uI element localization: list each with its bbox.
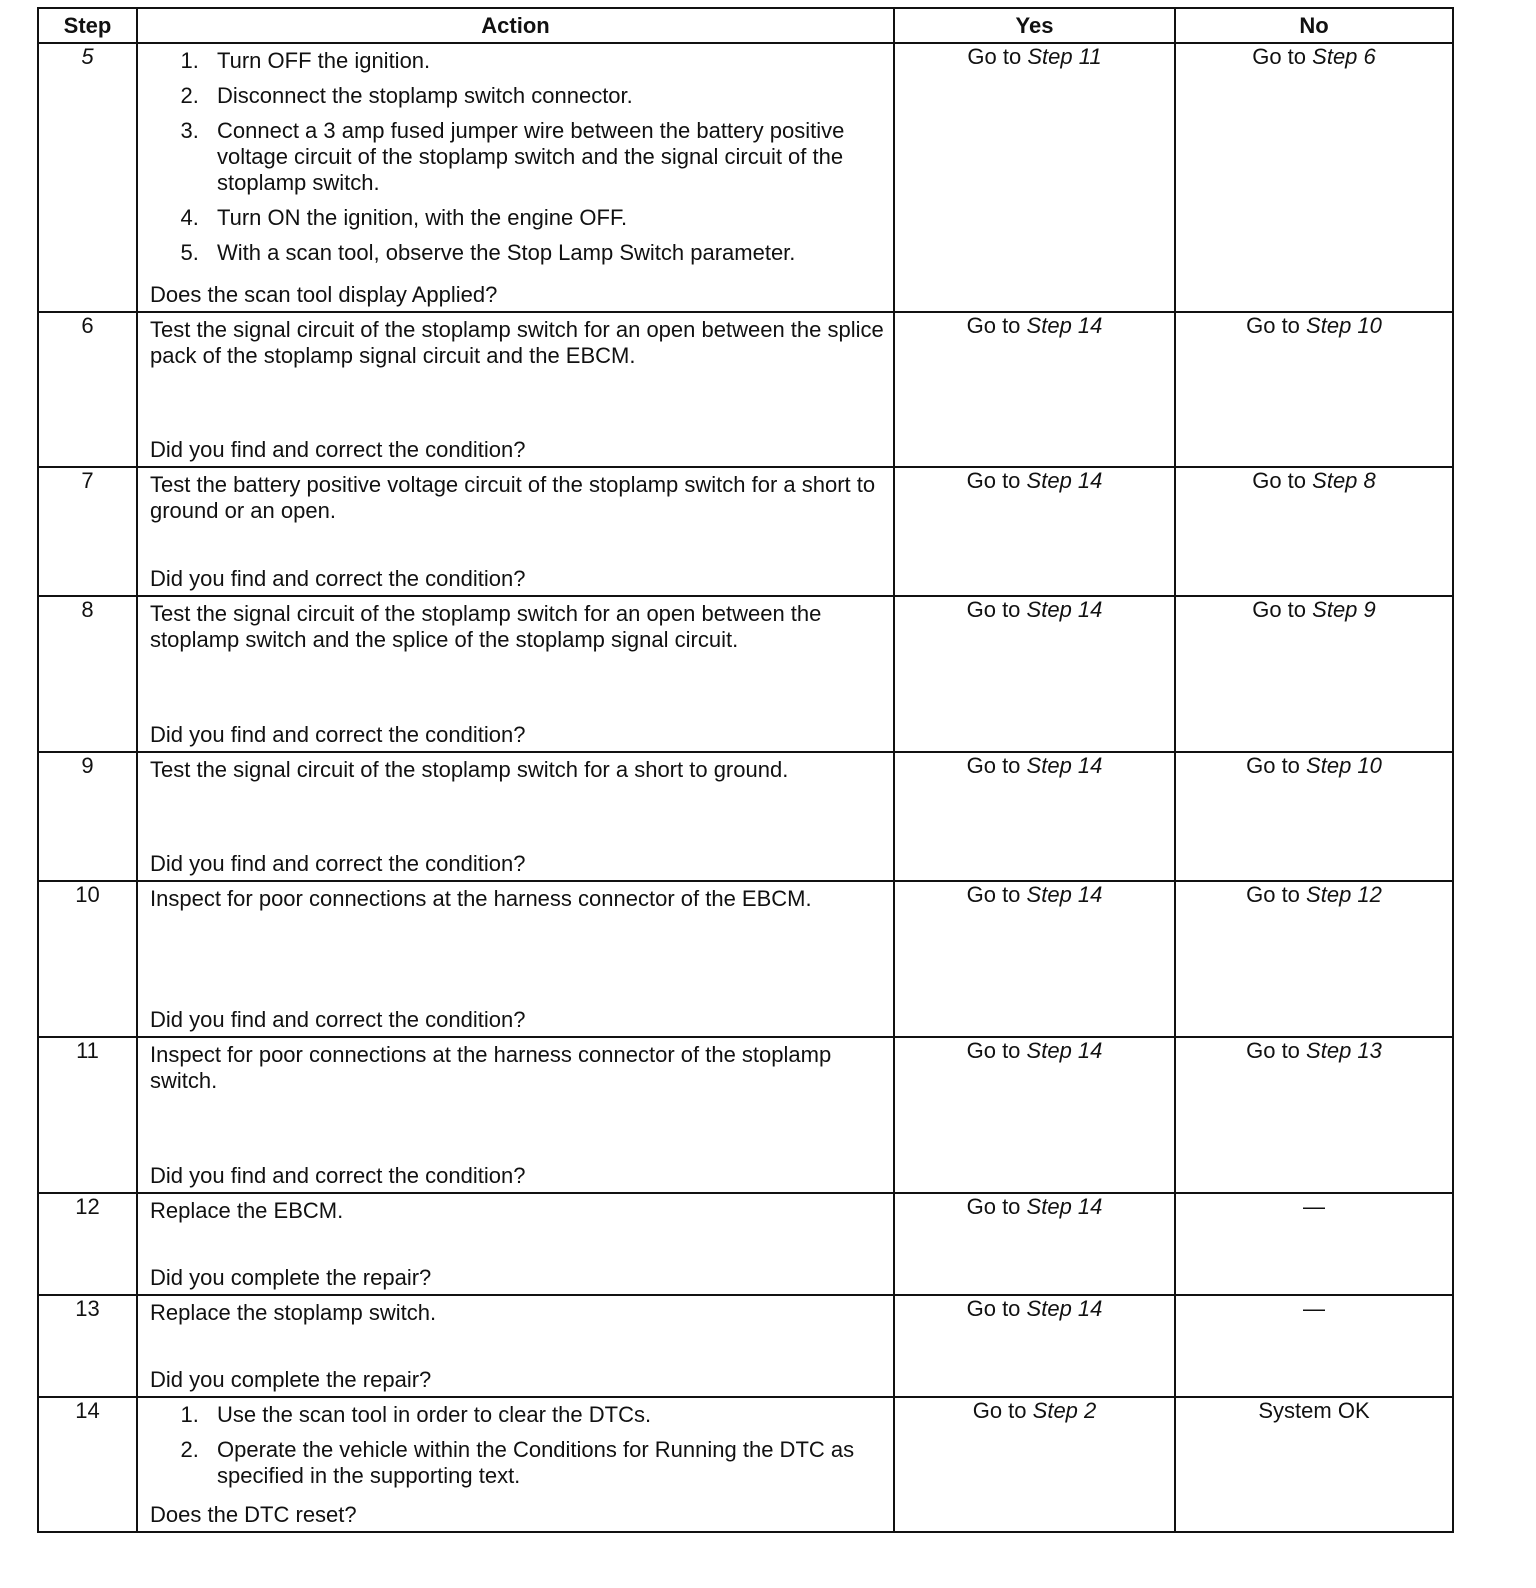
- table-row: [38, 1193, 1453, 1295]
- action-question: Did you complete the repair?: [150, 1265, 432, 1290]
- action-steps: [150, 48, 885, 275]
- goto-step: Step 14: [1026, 1038, 1103, 1063]
- action-step: 2. Operate the vehicle within the Conditions for Running the DTC as specified in the supporting text.: [205, 1437, 885, 1489]
- action-step: 3. Connect a 3 amp fused jumper wire between the battery positive voltage circuit of the stoplamp switch and the signal circuit of the stoplamp switch.: [205, 118, 885, 196]
- goto-step: Step 8: [1312, 468, 1376, 493]
- goto-prefix: Go to: [1246, 753, 1300, 778]
- action-cell: [137, 467, 894, 596]
- goto-prefix: Go to: [966, 313, 1021, 338]
- action-steps: [150, 1402, 885, 1498]
- action-step: 5. With a scan tool, observe the Stop Lamp Switch parameter.: [205, 240, 885, 266]
- step-number: 12: [38, 1193, 137, 1295]
- step-number: 7: [38, 467, 137, 596]
- goto-prefix: Go to: [966, 1296, 1021, 1321]
- action-step: 1. Use the scan tool in order to clear the DTCs.: [205, 1402, 885, 1428]
- action-step: 2. Disconnect the stoplamp switch connector.: [205, 83, 885, 109]
- table-row: [38, 1295, 1453, 1397]
- goto-prefix: Go to: [972, 1398, 1027, 1423]
- table-row: [38, 881, 1453, 1037]
- yes-result: [894, 467, 1175, 596]
- diagnostic-table: [37, 7, 1454, 1533]
- action-cell: [137, 43, 894, 312]
- action-question: Did you complete the repair?: [150, 1367, 432, 1392]
- action-cell: [137, 752, 894, 881]
- action-cell: [137, 1193, 894, 1295]
- header-no: No: [1175, 8, 1453, 43]
- table-row: [38, 467, 1453, 596]
- action-cell: [137, 1397, 894, 1532]
- yes-result: [894, 1397, 1175, 1532]
- yes-result: [894, 881, 1175, 1037]
- goto-prefix: Go to: [967, 44, 1022, 69]
- goto-step: Step 12: [1306, 882, 1382, 907]
- no-result-text: System OK: [1175, 1397, 1453, 1532]
- action-text: Test the signal circuit of the stoplamp switch for an open between the stoplamp switch and the splice of the stoplamp signal circuit.: [150, 601, 822, 652]
- table-row: [38, 752, 1453, 881]
- no-result: [1175, 881, 1453, 1037]
- step-number: 10: [38, 881, 137, 1037]
- goto-step: Step 14: [1026, 597, 1103, 622]
- table-row: [38, 1397, 1453, 1532]
- goto-step: Step 14: [1026, 1296, 1103, 1321]
- no-result-dash: —: [1175, 1193, 1453, 1295]
- goto-prefix: Go to: [966, 882, 1021, 907]
- no-result: [1175, 467, 1453, 596]
- action-cell: [137, 596, 894, 752]
- action-step: 4. Turn ON the ignition, with the engine OFF.: [205, 205, 885, 231]
- header-yes: Yes: [894, 8, 1175, 43]
- goto-step: Step 14: [1026, 1194, 1103, 1219]
- goto-prefix: Go to: [966, 597, 1021, 622]
- yes-result: [894, 1193, 1175, 1295]
- no-result: [1175, 596, 1453, 752]
- goto-step: Step 14: [1026, 753, 1103, 778]
- yes-result: [894, 43, 1175, 312]
- action-question: Did you find and correct the condition?: [150, 437, 526, 462]
- yes-result: [894, 596, 1175, 752]
- goto-step: Step 2: [1032, 1398, 1097, 1423]
- table-row: [38, 312, 1453, 467]
- yes-result: [894, 312, 1175, 467]
- header-action: Action: [137, 8, 894, 43]
- goto-step: Step 14: [1026, 882, 1103, 907]
- action-cell: [137, 881, 894, 1037]
- goto-prefix: Go to: [966, 1038, 1021, 1063]
- goto-prefix: Go to: [1252, 468, 1307, 493]
- action-cell: [137, 1295, 894, 1397]
- goto-step: Step 11: [1027, 44, 1102, 69]
- action-text: Replace the stoplamp switch.: [150, 1300, 437, 1325]
- action-text: Inspect for poor connections at the harness connector of the stoplamp switch.: [150, 1042, 832, 1093]
- table-row: [38, 43, 1453, 312]
- step-number: 8: [38, 596, 137, 752]
- action-question: Does the scan tool display Applied?: [150, 282, 498, 307]
- yes-result: [894, 1295, 1175, 1397]
- action-question: Did you find and correct the condition?: [150, 851, 526, 876]
- goto-step: Step 14: [1026, 468, 1103, 493]
- action-cell: [137, 312, 894, 467]
- step-number: 11: [38, 1037, 137, 1193]
- no-result: [1175, 312, 1453, 467]
- header-step: Step: [38, 8, 137, 43]
- action-question: Did you find and correct the condition?: [150, 1163, 526, 1188]
- no-result: [1175, 1037, 1453, 1193]
- action-text: Replace the EBCM.: [150, 1198, 344, 1223]
- goto-step: Step 14: [1026, 313, 1103, 338]
- action-question: Did you find and correct the condition?: [150, 1007, 526, 1032]
- step-number: 5: [38, 43, 137, 312]
- no-result-dash: —: [1175, 1295, 1453, 1397]
- action-question: Did you find and correct the condition?: [150, 566, 526, 591]
- goto-step: Step 6: [1312, 44, 1376, 69]
- no-result: [1175, 752, 1453, 881]
- action-question: Did you find and correct the condition?: [150, 722, 526, 747]
- action-text: Inspect for poor connections at the harness connector of the EBCM.: [150, 886, 812, 911]
- goto-prefix: Go to: [1246, 313, 1300, 338]
- action-text: Test the signal circuit of the stoplamp switch for a short to ground.: [150, 757, 789, 782]
- action-text: Test the signal circuit of the stoplamp switch for an open between the splice pack of the stoplamp signal circuit and the EBCM.: [150, 317, 884, 368]
- goto-prefix: Go to: [966, 1194, 1021, 1219]
- action-text: Test the battery positive voltage circuit of the stoplamp switch for a short to ground or an open.: [150, 472, 876, 523]
- table-row: [38, 596, 1453, 752]
- goto-prefix: Go to: [1246, 1038, 1300, 1063]
- goto-prefix: Go to: [1252, 597, 1307, 622]
- table-header-row: [38, 8, 1453, 43]
- goto-prefix: Go to: [966, 468, 1021, 493]
- step-number: 13: [38, 1295, 137, 1397]
- goto-step: Step 10: [1306, 313, 1382, 338]
- step-number: 14: [38, 1397, 137, 1532]
- action-step: 1. Turn OFF the ignition.: [205, 48, 885, 74]
- action-cell: [137, 1037, 894, 1193]
- action-question: Does the DTC reset?: [150, 1502, 357, 1527]
- step-number: 6: [38, 312, 137, 467]
- goto-prefix: Go to: [1252, 44, 1307, 69]
- step-number: 9: [38, 752, 137, 881]
- yes-result: [894, 752, 1175, 881]
- goto-prefix: Go to: [1246, 882, 1300, 907]
- table-row: [38, 1037, 1453, 1193]
- goto-step: Step 10: [1306, 753, 1382, 778]
- yes-result: [894, 1037, 1175, 1193]
- goto-step: Step 13: [1306, 1038, 1382, 1063]
- goto-prefix: Go to: [966, 753, 1021, 778]
- goto-step: Step 9: [1312, 597, 1376, 622]
- no-result: [1175, 43, 1453, 312]
